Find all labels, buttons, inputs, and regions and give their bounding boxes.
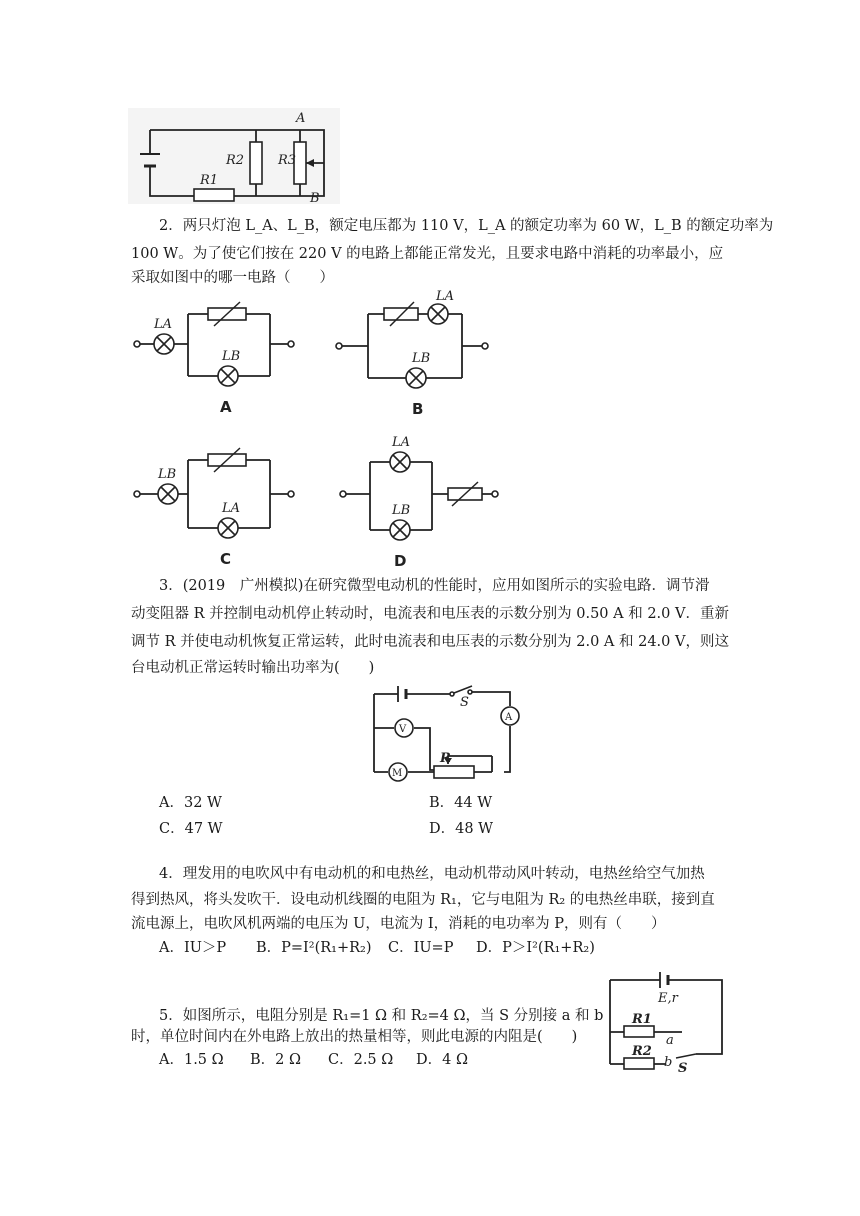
label-r2: R2 xyxy=(226,153,245,168)
q3-option-c[interactable]: C．47 W xyxy=(159,821,223,837)
label-a: A xyxy=(296,111,306,126)
motor-label: M xyxy=(392,768,403,779)
q1-circuit-figure xyxy=(128,108,340,204)
b-label: b xyxy=(664,1055,673,1070)
q3-circuit-figure xyxy=(364,684,524,784)
r2-label: R2 xyxy=(632,1044,652,1059)
q2-circuit-c xyxy=(130,442,300,570)
q4-line-3: 流电源上，电吹风机两端的电压为 U，电流为 I，消耗的电功率为 P，则有（ ） xyxy=(131,916,666,932)
lamp-label-bottom: LA xyxy=(222,501,241,516)
q2-line-3: 采取如图中的哪一电路（ ） xyxy=(131,270,334,286)
lamp-label-bottom: LB xyxy=(222,349,241,364)
lamp-label-left: LB xyxy=(158,467,177,482)
q2-circuit-b xyxy=(332,290,502,422)
q3-line-4: 台电动机正常运转时输出功率为( ) xyxy=(131,660,375,676)
q4-option-b[interactable]: B．P=I²(R₁+R₂) xyxy=(256,940,372,956)
lamp-label-left: LA xyxy=(154,317,173,332)
q5-option-c[interactable]: C．2.5 Ω xyxy=(328,1052,394,1068)
lamp-label-bottom: LB xyxy=(392,503,411,518)
q2-line-2: 100 W。为了使它们按在 220 V 的电路上都能正常发光，且要求电路中消耗的功率最小，应 xyxy=(131,246,724,262)
label-r3: R3 xyxy=(278,153,297,168)
q3-option-d[interactable]: D．48 W xyxy=(429,821,494,837)
q3-line-2: 动变阻器 R 并控制电动机停止转动时，电流表和电压表的示数分别为 0.50 A 和 2.0 V．重新 xyxy=(131,606,729,622)
caption-a: A xyxy=(220,398,232,416)
q2-line-1: 2．两只灯泡 L_A、L_B，额定电压都为 110 V，L_A 的额定功率为 60 W，L_B 的额定功率为 xyxy=(159,218,774,234)
q3-line-3: 调节 R 并使电动机恢复正常运转，此时电流表和电压表的示数分别为 2.0 A 和 24.0 V，则这 xyxy=(131,634,729,650)
q3-option-b[interactable]: B．44 W xyxy=(429,795,493,811)
switch-label: S xyxy=(460,695,469,710)
q5-circuit-figure xyxy=(604,968,734,1078)
q2-circuit-d xyxy=(336,436,506,572)
lamp-label-top: LA xyxy=(392,436,411,450)
r1-label: R1 xyxy=(632,1012,652,1027)
rheostat-label: R xyxy=(440,751,451,766)
q2-circuit-a xyxy=(130,296,300,422)
q5-line-2: 时，单位时间内在外电路上放出的热量相等，则此电源的内阻是( ) xyxy=(131,1029,578,1045)
q5-option-d[interactable]: D．4 Ω xyxy=(416,1052,468,1068)
voltmeter-label: V xyxy=(399,724,407,735)
q3-line-1: 3．(2019 广州模拟)在研究微型电动机的性能时，应用如图所示的实验电路．调节滑 xyxy=(159,578,710,594)
q4-option-a[interactable]: A．IU＞P xyxy=(159,940,227,956)
q3-option-a[interactable]: A．32 W xyxy=(159,795,222,811)
lamp-label-top: LA xyxy=(436,290,455,304)
q4-option-c[interactable]: C．IU=P xyxy=(388,940,454,956)
lamp-label-bottom: LB xyxy=(412,351,431,366)
ammeter-label: A xyxy=(505,712,513,723)
q5-option-a[interactable]: A．1.5 Ω xyxy=(159,1052,224,1068)
label-b: B xyxy=(310,191,320,204)
a-label: a xyxy=(666,1033,674,1048)
q5-option-b[interactable]: B．2 Ω xyxy=(250,1052,302,1068)
source-label: E,r xyxy=(658,991,678,1006)
q5-line-1: 5．如图所示，电阻分别是 R₁=1 Ω 和 R₂=4 Ω，当 S 分别接 a 和 b xyxy=(159,1008,604,1024)
q4-option-d[interactable]: D．P＞I²(R₁+R₂) xyxy=(476,940,595,956)
switch-label: S xyxy=(678,1061,688,1076)
caption-d: D xyxy=(394,552,407,570)
label-r1: R1 xyxy=(200,173,219,188)
caption-c: C xyxy=(220,550,232,568)
caption-b: B xyxy=(412,400,424,418)
q4-line-2: 得到热风，将头发吹干．设电动机线圈的电阻为 R₁，它与电阻为 R₂ 的电热丝串联，接到直 xyxy=(131,892,715,908)
q4-line-1: 4．理发用的电吹风中有电动机的和电热丝，电动机带动风叶转动，电热丝给空气加热 xyxy=(159,866,705,882)
